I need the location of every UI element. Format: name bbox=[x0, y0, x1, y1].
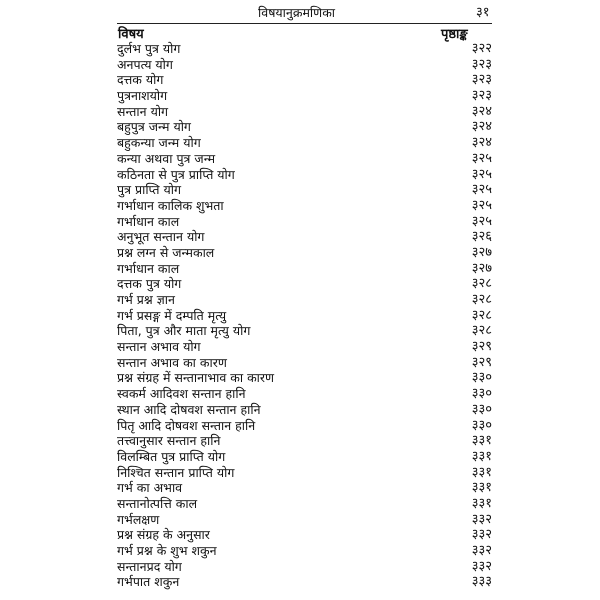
toc-entry-topic: सन्तानोत्पत्ति काल bbox=[117, 495, 198, 511]
toc-entry-topic: गर्भ प्रसङ्ग में दम्पति मृत्यु bbox=[117, 307, 227, 323]
toc-entry bbox=[0, 88, 600, 104]
toc-entry-topic: पुत्रनाशयोग bbox=[117, 88, 168, 104]
toc-entry-page: ३२५ bbox=[471, 166, 492, 182]
toc-entry-topic: कठिनता से पुत्र प्राप्ति योग bbox=[117, 166, 235, 182]
toc-entry-topic: सन्तान अभाव योग bbox=[117, 339, 201, 355]
toc-entry-topic: गर्भ प्रश्न ज्ञान bbox=[117, 292, 175, 307]
toc-entry-topic: तत्त्वानुसार सन्तान हानि bbox=[117, 433, 221, 449]
toc-entry-topic: अनपत्य योग bbox=[117, 56, 173, 72]
toc-entry bbox=[0, 433, 600, 449]
toc-entry-page: ३२३ bbox=[471, 88, 492, 104]
toc-entry bbox=[0, 41, 600, 57]
toc-entry-topic: बहुपुत्र जन्म योग bbox=[117, 119, 191, 135]
toc-entry bbox=[0, 57, 600, 73]
toc-entry bbox=[0, 574, 600, 590]
toc-entry-page: ३२९ bbox=[471, 339, 492, 355]
toc-entry-page: ३३२ bbox=[471, 543, 492, 558]
toc-entry bbox=[0, 339, 600, 355]
toc-entry-topic: पिता, पुत्र और माता मृत्यु योग bbox=[117, 323, 251, 339]
toc-entry-page: ३३३ bbox=[471, 574, 492, 590]
toc-entry bbox=[0, 527, 600, 543]
toc-entry bbox=[0, 276, 600, 292]
toc-entry-topic: प्रश्न संग्रह में सन्तानाभाव का कारण bbox=[117, 370, 275, 386]
toc-entry bbox=[0, 386, 600, 402]
toc-entry-topic: सन्तानप्रद योग bbox=[117, 558, 182, 574]
toc-entry-topic: गर्भ प्रश्न के शुभ शकुन bbox=[117, 543, 217, 558]
subject-column-heading: विषय bbox=[118, 27, 144, 42]
toc-entry-page: ३२३ bbox=[471, 72, 492, 88]
toc-entry-topic: दत्तक पुत्र योग bbox=[117, 276, 182, 292]
toc-entry bbox=[0, 245, 600, 261]
toc-entry bbox=[0, 449, 600, 465]
toc-entry-page: ३२५ bbox=[471, 150, 492, 166]
toc-entry-page: ३२३ bbox=[471, 56, 492, 72]
toc-entry-page: ३२७ bbox=[471, 244, 492, 260]
table-of-contents bbox=[0, 41, 600, 590]
toc-entry-topic: गर्भलक्षण bbox=[117, 511, 160, 527]
toc-entry-page: ३२९ bbox=[471, 354, 492, 370]
toc-entry-topic: स्वकर्म आदिवश सन्तान हानि bbox=[117, 386, 246, 402]
page-column-heading: पृष्ठाङ्क bbox=[441, 27, 468, 42]
toc-entry bbox=[0, 261, 600, 277]
toc-entry-page: ३३० bbox=[471, 370, 492, 386]
toc-entry bbox=[0, 229, 600, 245]
header-rule bbox=[117, 23, 492, 24]
toc-entry-topic: गर्भाधान कालिक शुभता bbox=[117, 197, 224, 213]
toc-entry-topic: निश्चित सन्तान प्राप्ति योग bbox=[117, 464, 235, 480]
toc-entry bbox=[0, 496, 600, 512]
toc-entry bbox=[0, 480, 600, 496]
toc-entry bbox=[0, 119, 600, 135]
toc-entry-topic: विलम्बित पुत्र प्राप्ति योग bbox=[117, 448, 226, 464]
toc-entry-topic: कन्या अथवा पुत्र जन्म bbox=[117, 150, 216, 166]
toc-entry-topic: गर्भ का अभाव bbox=[117, 480, 183, 496]
toc-entry-page: ३२८ bbox=[471, 323, 492, 339]
toc-entry-page: ३२८ bbox=[471, 276, 492, 292]
toc-entry-topic: पुत्र प्राप्ति योग bbox=[117, 182, 182, 198]
toc-entry bbox=[0, 355, 600, 371]
toc-entry-page: ३३२ bbox=[471, 511, 492, 527]
toc-entry-page: ३२७ bbox=[471, 260, 492, 276]
toc-entry-topic: सन्तान अभाव का कारण bbox=[117, 354, 227, 370]
toc-entry-topic: स्थान आदि दोषवश सन्तान हानि bbox=[117, 401, 261, 417]
toc-entry bbox=[0, 512, 600, 528]
toc-entry-page: ३२६ bbox=[471, 229, 492, 245]
toc-entry-page: ३२५ bbox=[471, 197, 492, 213]
toc-entry-page: ३२५ bbox=[471, 213, 492, 229]
page-number: ३१ bbox=[476, 5, 490, 20]
toc-entry bbox=[0, 308, 600, 324]
toc-entry-topic: बहुकन्या जन्म योग bbox=[117, 135, 201, 151]
toc-entry bbox=[0, 72, 600, 88]
toc-entry bbox=[0, 559, 600, 575]
toc-entry-topic: प्रश्न लग्न से जन्मकाल bbox=[117, 244, 215, 260]
toc-entry bbox=[0, 402, 600, 418]
toc-entry-page: ३३२ bbox=[471, 527, 492, 543]
toc-entry-page: ३३१ bbox=[471, 433, 492, 449]
toc-entry bbox=[0, 198, 600, 214]
running-title: विषयानुक्रमणिका bbox=[258, 5, 336, 20]
toc-entry-topic: गर्भाधान काल bbox=[117, 213, 180, 229]
toc-entry bbox=[0, 135, 600, 151]
toc-entry-topic: दत्तक योग bbox=[117, 72, 164, 88]
toc-entry bbox=[0, 543, 600, 559]
running-header bbox=[0, 4, 600, 22]
toc-entry-topic: पितृ आदि दोषवश सन्तान हानि bbox=[117, 417, 256, 433]
toc-entry-page: ३२४ bbox=[471, 135, 492, 151]
toc-entry-topic: गर्भाधान काल bbox=[117, 260, 180, 276]
toc-entry-topic: प्रश्न संग्रह के अनुसार bbox=[117, 527, 210, 543]
toc-entry bbox=[0, 214, 600, 230]
toc-entry-topic: गर्भपात शकुन bbox=[117, 574, 180, 590]
toc-entry bbox=[0, 418, 600, 434]
toc-entry-page: ३३१ bbox=[471, 495, 492, 511]
toc-entry bbox=[0, 104, 600, 120]
toc-entry-page: ३३० bbox=[471, 401, 492, 417]
toc-entry bbox=[0, 167, 600, 183]
toc-entry-page: ३३२ bbox=[471, 558, 492, 574]
toc-entry bbox=[0, 370, 600, 386]
toc-entry bbox=[0, 182, 600, 198]
toc-entry-topic: अनुभूत सन्तान योग bbox=[117, 229, 205, 245]
toc-entry-page: ३२८ bbox=[471, 292, 492, 307]
toc-entry-page: ३२४ bbox=[471, 103, 492, 119]
toc-entry-topic: सन्तान योग bbox=[117, 103, 169, 119]
toc-entry bbox=[0, 323, 600, 339]
toc-entry-page: ३२८ bbox=[471, 307, 492, 323]
toc-entry-page: ३३१ bbox=[471, 448, 492, 464]
toc-entry-page: ३३० bbox=[471, 386, 492, 402]
toc-entry-topic: दुर्लभ पुत्र योग bbox=[117, 41, 181, 56]
toc-entry bbox=[0, 465, 600, 481]
toc-entry-page: ३२२ bbox=[471, 41, 492, 56]
toc-entry-page: ३३१ bbox=[471, 464, 492, 480]
toc-entry-page: ३२५ bbox=[471, 182, 492, 198]
toc-entry bbox=[0, 292, 600, 308]
toc-entry-page: ३३० bbox=[471, 417, 492, 433]
toc-entry-page: ३२४ bbox=[471, 119, 492, 135]
toc-entry-page: ३३१ bbox=[471, 480, 492, 496]
toc-entry bbox=[0, 151, 600, 167]
